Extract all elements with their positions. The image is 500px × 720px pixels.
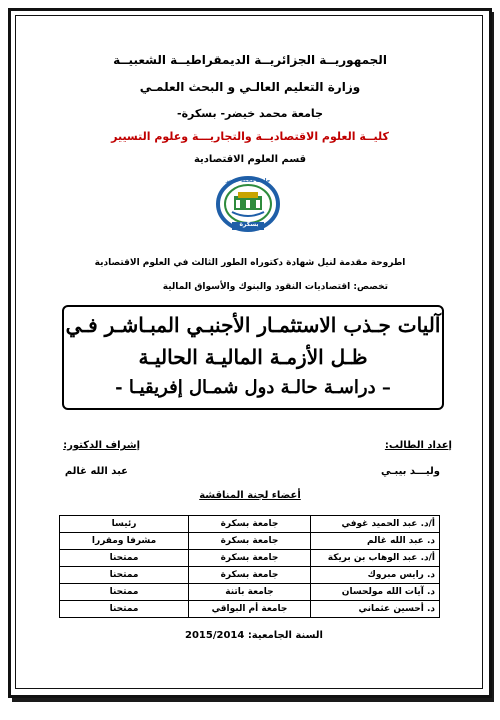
supervisor-label: إشراف الدكتور:: [63, 440, 140, 451]
ministry-line: وزارة التعليم العالـي و البحث العلمـي: [139, 80, 361, 94]
committee-member-name: د. آيات الله مولحسان: [310, 584, 439, 601]
committee-member-university: جامعة بسكرة: [189, 533, 311, 550]
academic-year-label: السنة الجامعية:: [247, 630, 323, 641]
specialty-value: اقتصاديات النقود والبنوك والأسواق المالية: [162, 282, 351, 292]
committee-row: [60, 567, 440, 584]
committee-row: [60, 601, 440, 618]
department-line: قسم العلوم الاقتصادية: [193, 154, 307, 165]
republic-line: الجمهوريــة الجزائريــة الديمقراطيــة الشعبيــة: [113, 53, 387, 67]
committee-row: [60, 533, 440, 550]
student-label: إعداد الطالب:: [384, 440, 452, 451]
committee-member-name: د. عبد الله غالم: [310, 533, 439, 550]
university-line: جامعة محمد خيضر- بسكرة-: [177, 107, 323, 120]
logo-caption: بسكرة: [239, 221, 259, 228]
committee-member-university: جامعة بسكرة: [189, 516, 311, 533]
committee-heading: أعضاء لجنة المناقشة: [199, 490, 301, 501]
university-logo: [214, 176, 282, 236]
thesis-description: اطروحة مقدمة لنيل شهادة دكتوراه الطور الثالث في العلوم الاقتصادية: [94, 258, 406, 268]
thesis-title-box: [62, 305, 444, 410]
committee-member-university: جامعة أم البواقي: [189, 601, 311, 618]
committee-member-name: أ/د. عبد الوهاب بن بريكة: [310, 550, 439, 567]
student-name: وليـــد بيبـي: [380, 466, 440, 477]
thesis-title-line-1: آليات جـذب الاستثمـار الأجنبـي المبـاشـر فـي: [65, 313, 441, 337]
committee-member-university: جامعة بسكرة: [189, 550, 311, 567]
academic-year-value: 2015/2014: [185, 630, 245, 641]
committee-member-role: ممتحنا: [60, 584, 189, 601]
committee-member-role: مشرفا ومقررا: [60, 533, 189, 550]
committee-table: [59, 515, 440, 618]
committee-member-name: د. رايس مبروك: [310, 567, 439, 584]
thesis-title-line-2: ظـل الأزمـة الماليـة الحاليـة: [138, 345, 368, 369]
specialty-label: تخصص:: [353, 282, 388, 292]
committee-member-role: ممتحنا: [60, 567, 189, 584]
committee-member-role: ممتحنا: [60, 550, 189, 567]
committee-member-name: د. أحسين عثماني: [310, 601, 439, 618]
supervisor-name: عبد الله غالم: [64, 466, 128, 477]
committee-row: [60, 516, 440, 533]
committee-row: [60, 584, 440, 601]
specialty-line: [163, 282, 388, 292]
logo-top-text: جامعة محمد خيضر: [225, 178, 271, 184]
committee-member-role: رئيسا: [60, 516, 189, 533]
committee-member-university: جامعة باتنة: [189, 584, 311, 601]
committee-member-university: جامعة بسكرة: [189, 567, 311, 584]
academic-year: [185, 630, 323, 641]
thesis-subtitle: – دراسـة حالـة دول شمـال إفريقيـا -: [115, 377, 391, 398]
faculty-line: كليــة العلوم الاقتصاديــة والتجاريـــة وعلوم التسيير: [111, 130, 389, 143]
committee-member-name: أ/د. عبد الحميد غوفي: [310, 516, 439, 533]
committee-member-role: ممتحنا: [60, 601, 189, 618]
committee-row: [60, 550, 440, 567]
